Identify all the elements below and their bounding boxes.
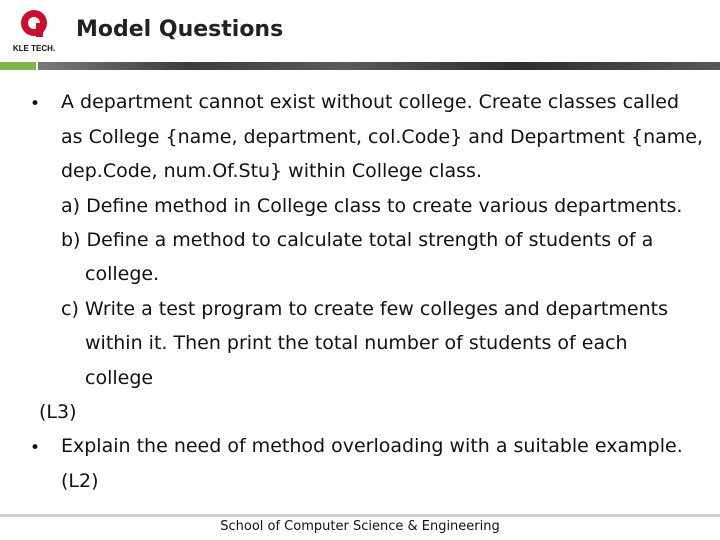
header-divider-bar <box>38 62 720 70</box>
question-1-level: (L3) <box>39 401 77 423</box>
question-1-part-c: c) Write a test program to create few colleges and departments <box>61 298 668 320</box>
question-1-part-a: a) Define method in College class to create various departments. <box>61 195 683 217</box>
bullet-question-1: • <box>30 94 41 114</box>
logo-text: KLE TECH. <box>12 44 56 53</box>
footer-divider <box>0 514 720 517</box>
question-1-part-c-continued-2: college <box>85 367 154 389</box>
bullet-question-2: • <box>30 438 41 458</box>
question-1-part-b: b) Define a method to calculate total strength of students of a <box>61 229 654 251</box>
question-1-line-2: as College {name, department, col.Code} and Department {name, <box>61 126 704 148</box>
question-1-part-b-continued: college. <box>85 263 160 285</box>
footer-text: School of Computer Science & Engineering <box>220 519 500 534</box>
question-2-line-1: Explain the need of method overloading with a suitable example. <box>61 435 683 457</box>
page-title: Model Questions <box>76 17 284 42</box>
kle-tech-logo <box>8 6 60 56</box>
question-1-line-3: dep.Code, num.Of.Stu} within College class. <box>61 160 482 182</box>
header-accent-bar <box>0 62 36 70</box>
question-2-level: (L2) <box>61 470 99 492</box>
question-1-part-c-continued-1: within it. Then print the total number of students of each <box>85 332 628 354</box>
logo-graphic <box>8 6 60 56</box>
question-1-line-1: A department cannot exist without college. Create classes called <box>61 91 680 113</box>
